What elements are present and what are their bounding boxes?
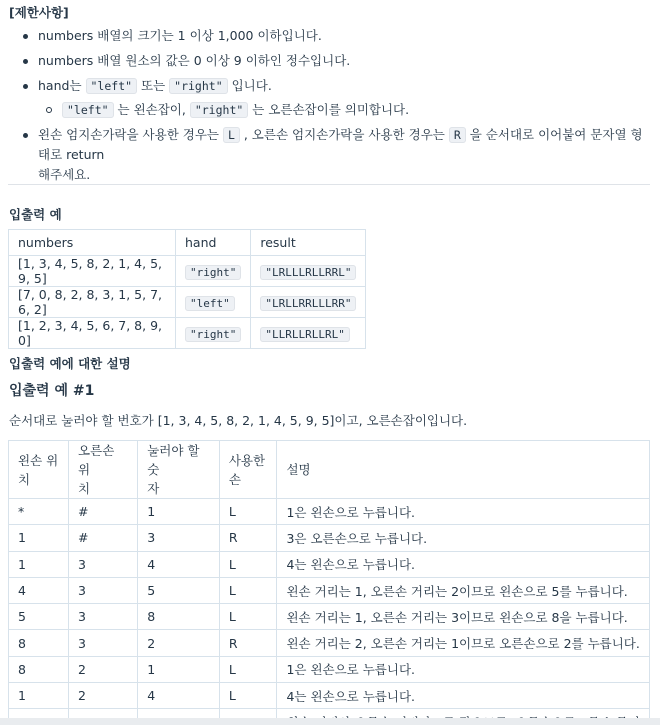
table-cell: # — [69, 499, 138, 525]
table-cell: 4 — [138, 683, 220, 709]
table-cell: 1은 왼손으로 누릅니다. — [277, 499, 650, 525]
table-row — [9, 604, 650, 630]
table-header-row — [9, 441, 650, 499]
header-line: 손 — [228, 471, 241, 487]
table-cell: [7, 0, 8, 2, 8, 3, 1, 5, 7, 6, 2] — [9, 287, 176, 318]
constraint-text: 을 순서대로 이어붙여 문자열 형태로 return — [38, 127, 643, 162]
inline-code: "LRLLRRLLLRR" — [260, 296, 356, 311]
table-cell: R — [219, 630, 277, 656]
table-row — [9, 551, 650, 577]
table-cell: 2 — [138, 630, 220, 656]
table-cell: L — [219, 656, 277, 682]
inline-code: "right" — [185, 327, 241, 342]
table-header: hand — [176, 230, 251, 256]
constraint-text: , 오른손 엄지손가락을 사용한 경우는 — [239, 127, 449, 142]
inline-code: "left" — [86, 78, 138, 94]
list-item — [0, 125, 650, 185]
header-line: 눌러야 할 숫 — [147, 443, 200, 477]
table-row — [9, 683, 650, 709]
inline-code: "left" — [185, 296, 235, 311]
table-header-row — [9, 230, 366, 256]
table-cell: 1 — [9, 525, 69, 551]
table-cell: L — [219, 577, 277, 603]
table-cell — [251, 318, 366, 349]
table-header: numbers — [9, 230, 176, 256]
sub-list — [38, 100, 650, 120]
table-cell: 2 — [69, 683, 138, 709]
constraints-list — [0, 26, 650, 190]
inline-code: "right" — [185, 265, 241, 280]
table-cell: L — [219, 499, 277, 525]
table-cell: 4 — [9, 577, 69, 603]
list-item — [0, 76, 650, 120]
table-cell: 4는 왼손으로 누릅니다. — [277, 683, 650, 709]
horizontal-scrollbar[interactable] — [0, 718, 660, 725]
table-header — [9, 441, 69, 499]
inline-code: "right" — [169, 78, 227, 94]
constraint-text: 왼손 엄지손가락을 사용한 경우는 — [38, 127, 223, 142]
table-cell: 3 — [69, 604, 138, 630]
header-line: 치 — [18, 471, 31, 487]
example1-description: 순서대로 눌러야 할 번호가 [1, 3, 4, 5, 8, 2, 1, 4, 5, 9, 5]이고, 오른손잡이입니다. — [9, 413, 468, 428]
table-row — [9, 525, 650, 551]
list-item — [0, 51, 650, 71]
table-cell: 왼손 거리는 1, 오른손 거리는 3이므로 왼손으로 8을 누릅니다. — [277, 604, 650, 630]
constraint-text: numbers 배열의 크기는 1 이상 1,000 이하입니다. — [38, 28, 322, 43]
constraints-title: [제한사항] — [9, 5, 69, 20]
table-row — [9, 318, 366, 349]
table-cell: 3 — [69, 577, 138, 603]
list-item — [38, 100, 650, 120]
table-cell — [176, 287, 251, 318]
header-line: 오른손 위 — [78, 443, 115, 477]
table-row — [9, 577, 650, 603]
steps-body — [9, 499, 650, 725]
table-row — [9, 630, 650, 656]
table-cell — [176, 256, 251, 287]
table-cell: # — [69, 525, 138, 551]
io-example-table — [8, 229, 366, 349]
header-line: 자 — [147, 481, 160, 496]
table-cell: 1 — [9, 683, 69, 709]
table-header — [219, 441, 277, 499]
constraint-text: 는 왼손잡이, — [113, 102, 190, 117]
table-cell: 3 — [69, 630, 138, 656]
inline-code: "right" — [190, 102, 248, 118]
table-header: 설명 — [277, 441, 650, 499]
table-cell — [251, 287, 366, 318]
inline-code: "LLRLLRLLRL" — [260, 327, 349, 342]
constraint-text: 는 오른손잡이를 의미합니다. — [248, 102, 410, 117]
table-cell: 1은 왼손으로 누릅니다. — [277, 656, 650, 682]
header-line: 치 — [78, 481, 91, 496]
table-cell: 3 — [69, 551, 138, 577]
table-row — [9, 256, 366, 287]
table-row — [9, 656, 650, 682]
table-header — [138, 441, 220, 499]
table-cell: 5 — [9, 604, 69, 630]
inline-code: L — [223, 127, 240, 143]
header-line: 왼손 위 — [18, 452, 59, 468]
table-cell — [251, 256, 366, 287]
table-row — [9, 287, 366, 318]
table-header — [69, 441, 138, 499]
table-cell: 4는 왼손으로 누릅니다. — [277, 551, 650, 577]
constraint-text: 또는 — [137, 78, 170, 93]
table-header: result — [251, 230, 366, 256]
table-cell: 8 — [138, 604, 220, 630]
table-cell: 2 — [69, 656, 138, 682]
list-item — [0, 26, 650, 46]
constraint-text: hand는 — [38, 78, 86, 93]
table-cell: L — [219, 551, 277, 577]
table-cell: * — [9, 499, 69, 525]
steps-table — [8, 440, 650, 725]
table-cell — [176, 318, 251, 349]
table-cell: 8 — [9, 656, 69, 682]
example1-title: 입출력 예 #1 — [9, 383, 95, 399]
inline-code: "LRLLLRLLRRL" — [260, 265, 356, 280]
table-cell: 1 — [9, 551, 69, 577]
header-line: 사용한 — [228, 452, 266, 468]
divider — [8, 184, 650, 185]
io-example-title: 입출력 예 — [9, 207, 62, 222]
table-cell: 3 — [138, 525, 220, 551]
table-cell: 왼손 거리는 1, 오른손 거리는 2이므로 왼손으로 5를 누릅니다. — [277, 577, 650, 603]
inline-code: "left" — [62, 102, 114, 118]
table-cell: L — [219, 683, 277, 709]
constraint-text: numbers 배열 원소의 값은 0 이상 9 이하인 정수입니다. — [38, 53, 351, 68]
table-cell: 5 — [138, 577, 220, 603]
table-cell: 1 — [138, 656, 220, 682]
table-cell: [1, 2, 3, 4, 5, 6, 7, 8, 9, 0] — [9, 318, 176, 349]
table-cell: 1 — [138, 499, 220, 525]
table-cell: R — [219, 525, 277, 551]
table-row — [9, 499, 650, 525]
constraint-text: 입니다. — [227, 78, 272, 93]
table-cell: 왼손 거리는 2, 오른손 거리는 1이므로 오른손으로 2를 누릅니다. — [277, 630, 650, 656]
table-cell: 3은 오른손으로 누릅니다. — [277, 525, 650, 551]
table-cell: 8 — [9, 630, 69, 656]
constraint-text: 해주세요. — [38, 167, 91, 182]
inline-code: R — [449, 127, 466, 143]
explanation-title: 입출력 예에 대한 설명 — [9, 356, 131, 371]
table-cell: 4 — [138, 551, 220, 577]
table-cell: [1, 3, 4, 5, 8, 2, 1, 4, 5, 9, 5] — [9, 256, 176, 287]
table-cell: L — [219, 604, 277, 630]
